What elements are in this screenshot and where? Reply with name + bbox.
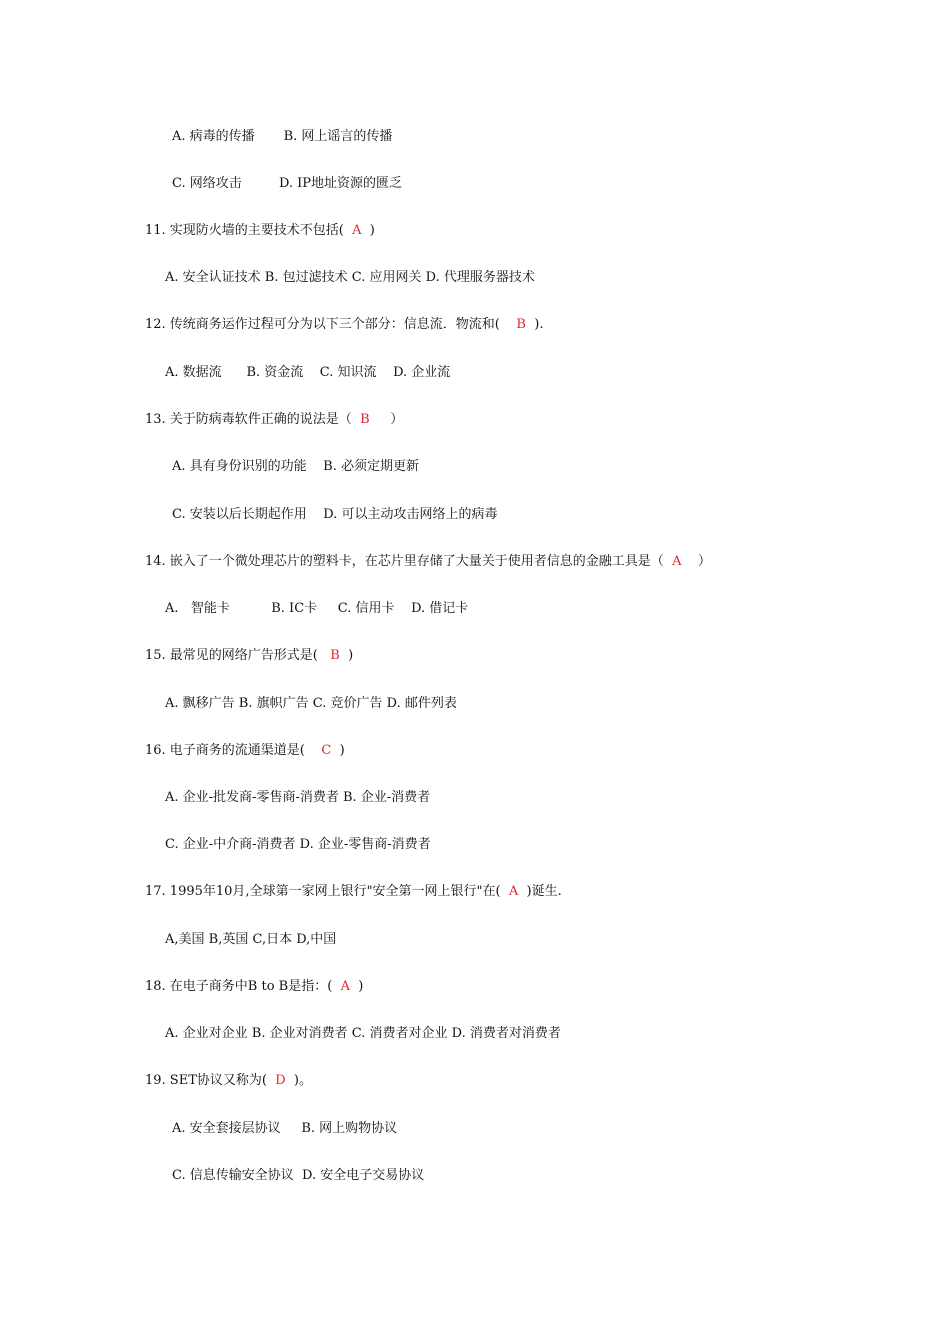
question-18-text: 18. 在电子商务中B to B是指：(: [145, 979, 341, 994]
q10-options-row-2: C. 网络攻击 D. IP地址资源的匮乏: [172, 176, 403, 191]
question-14: [145, 553, 711, 571]
q19-options-row-2: C. 信息传输安全协议 D. 安全电子交易协议: [172, 1168, 425, 1183]
question-11-text: 11. 实现防火墙的主要技术不包括(: [145, 223, 353, 238]
q14-options: A. 智能卡 B. IC卡 C. 信用卡 D. 借记卡: [165, 601, 469, 616]
q11-options: A. 安全认证技术 B. 包过滤技术 C. 应用网关 D. 代理服务器技术: [165, 270, 535, 285]
question-11-answer: A: [352, 223, 362, 238]
question-13-answer: B: [360, 412, 370, 427]
question-19-close: )。: [285, 1073, 312, 1088]
question-11: [145, 222, 375, 240]
question-14-answer: A: [672, 554, 682, 569]
question-19-text: 19. SET协议又称为(: [145, 1073, 276, 1088]
question-15-answer: B: [330, 648, 340, 663]
q15-options: A. 飘移广告 B. 旗帜广告 C. 竞价广告 D. 邮件列表: [165, 696, 457, 711]
question-17-text: 17. 1995年10月,全球第一家网上银行"安全第一网上银行"在(: [145, 884, 509, 899]
q16-options-row-1: A. 企业-批发商-零售商-消费者 B. 企业-消费者: [165, 790, 431, 805]
question-14-text: 14. 嵌入了一个微处理芯片的塑料卡，在芯片里存储了大量关于使用者信息的金融工具是（: [145, 554, 673, 569]
question-14-close: ）: [681, 554, 711, 569]
question-16-text: 16. 电子商务的流通渠道是(: [145, 743, 322, 758]
q10-options-row-1: A. 病毒的传播 B. 网上谣言的传播: [172, 129, 393, 144]
q19-options-row-1: A. 安全套接层协议 B. 网上购物协议: [172, 1121, 398, 1136]
question-18-close: ): [349, 979, 364, 994]
question-19: [145, 1072, 312, 1090]
question-16-answer: C: [321, 743, 332, 758]
question-17: [145, 883, 562, 901]
question-12-answer: B: [516, 317, 526, 332]
question-13-text: 13. 关于防病毒软件正确的说法是（: [145, 412, 361, 427]
q18-options: A. 企业对企业 B. 企业对消费者 C. 消费者对企业 D. 消费者对消费者: [165, 1026, 561, 1041]
question-15-text: 15. 最常见的网络广告形式是(: [145, 648, 331, 663]
q13-options-row-1: A. 具有身份识别的功能 B. 必须定期更新: [172, 459, 420, 474]
q13-options-row-2: C. 安装以后长期起作用 D. 可以主动攻击网络上的病毒: [172, 507, 498, 522]
question-16-close: ): [331, 743, 345, 758]
question-16: [145, 742, 345, 760]
question-13: [145, 411, 403, 429]
question-19-answer: D: [275, 1073, 286, 1088]
question-12: [145, 316, 543, 334]
q12-options: A. 数据流 B. 资金流 C. 知识流 D. 企业流: [165, 365, 451, 380]
q17-options: A,美国 B,英国 C,日本 D,中国: [165, 932, 337, 947]
question-18: [145, 978, 363, 996]
question-12-close: ).: [525, 317, 544, 332]
question-17-close: )诞生.: [518, 884, 562, 899]
question-15: [145, 647, 353, 665]
question-17-answer: A: [508, 884, 519, 899]
q16-options-row-2: C. 企业-中介商-消费者 D. 企业-零售商-消费者: [165, 837, 431, 852]
question-18-answer: A: [340, 979, 350, 994]
question-13-close: ）: [369, 412, 404, 427]
question-11-close: ): [361, 223, 375, 238]
question-15-close: ): [339, 648, 354, 663]
question-12-text: 12. 传统商务运作过程可分为以下三个部分：信息流．物流和(: [145, 317, 517, 332]
